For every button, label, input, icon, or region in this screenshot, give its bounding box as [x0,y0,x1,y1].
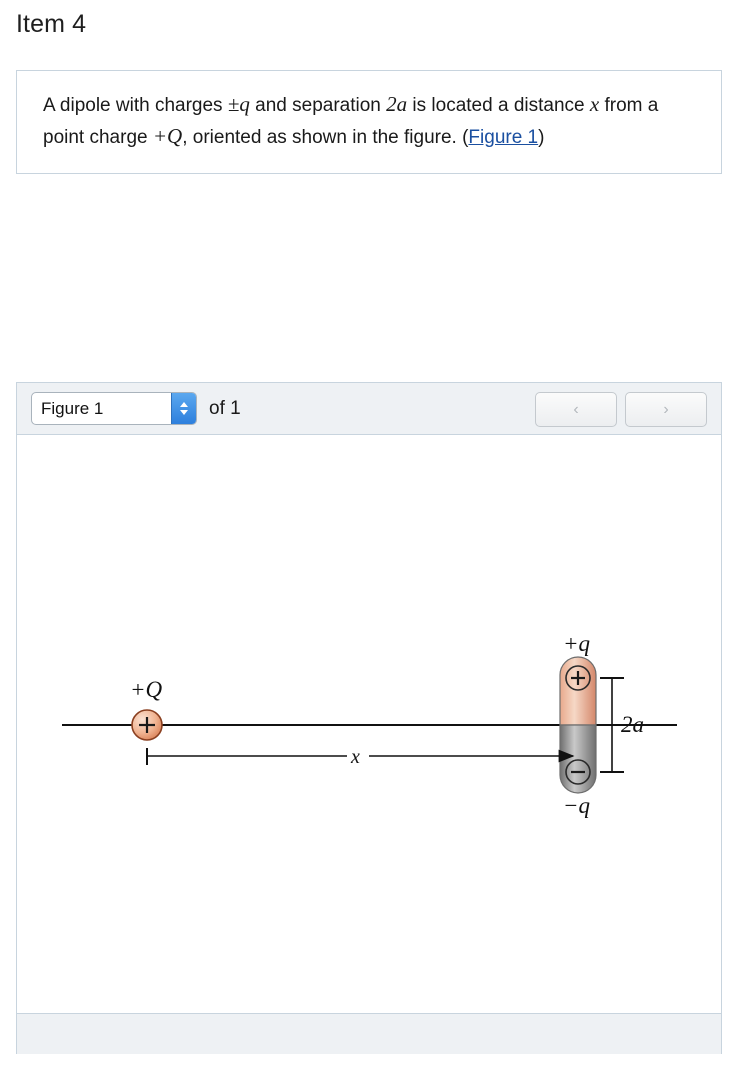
figure-footer-bar [17,1013,721,1054]
chevron-right-icon: › [663,400,669,418]
statement-line2-c: , oriented as shown [182,127,347,148]
symbol-pm-q: ±q [227,92,250,116]
label-bottom-charge: −q [563,793,591,818]
figure-select[interactable] [31,392,197,425]
problem-statement-text [43,89,695,153]
statement-line3-b: ) [538,127,545,148]
label-separation: 2a [621,712,644,737]
symbol-x: x [589,92,600,116]
statement-line1-a: A dipole with charges [43,95,228,116]
label-point-charge: +Q [130,677,163,702]
statement-line1-c: is located a [407,95,509,116]
symbol-plus-Q: +Q [152,124,183,148]
figure-viewer-panel [16,382,722,1054]
label-distance: x [351,746,360,768]
previous-figure-button[interactable] [535,392,617,427]
statement-line1-b: and separation [249,95,387,116]
dipole-point-charge-figure [17,435,721,1013]
statement-line2-b: from a point charge [43,95,659,148]
next-figure-button[interactable] [625,392,707,427]
symbol-two-a: 2a [386,92,408,116]
figure-link[interactable]: Figure 1 [468,127,539,148]
label-top-charge: +q [563,631,591,656]
chevron-left-icon: ‹ [573,400,579,418]
page-title: Item 4 [16,10,87,38]
dipole-negative-half [560,725,596,793]
dipole-positive-half [560,657,596,725]
statement-line3-a: in the figure. ( [352,127,469,148]
figure-count-label: of 1 [209,397,241,419]
statement-line2-a: distance [513,95,590,116]
figure-nav-buttons [535,392,707,427]
figure-select-wrapper[interactable] [31,392,197,425]
figure-image-area[interactable] [17,435,721,1013]
problem-statement-panel [16,70,722,174]
figure-toolbar [17,383,721,435]
